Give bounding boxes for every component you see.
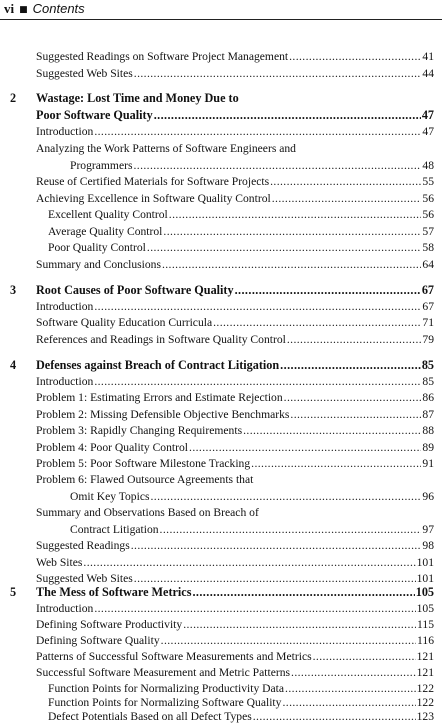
dot-leader (147, 240, 422, 255)
toc-entry-title: Software Quality Education Curricula (36, 316, 213, 329)
toc-page-number: 55 (422, 175, 434, 188)
dot-leader (134, 571, 416, 586)
toc-entry-title: Poor Software Quality (36, 108, 153, 122)
toc-entry[interactable] (36, 407, 434, 422)
toc-entry-title: Function Points for Normalizing Productivity Data (48, 682, 285, 695)
toc-entry-title: Suggested Readings (36, 539, 130, 552)
dot-leader (213, 315, 421, 330)
toc-entry-title: Omit Key Topics (70, 490, 150, 503)
dot-leader (284, 390, 422, 405)
toc-entry-title: Problem 3: Rapidly Changing Requirements (36, 424, 243, 437)
dot-leader (189, 440, 421, 455)
toc-entry[interactable] (70, 489, 434, 504)
dot-leader (289, 49, 421, 64)
toc-entry[interactable] (36, 174, 434, 189)
dot-leader (161, 633, 416, 648)
toc-entry-first-line: Problem 6: Flawed Outsource Agreements that (36, 473, 254, 486)
toc-entry[interactable] (36, 374, 434, 389)
toc-entry[interactable] (36, 315, 434, 330)
toc-page-number: 121 (416, 666, 434, 679)
toc-entry[interactable] (36, 423, 434, 438)
toc-entry-title: Problem 5: Poor Software Milestone Tracking (36, 457, 251, 470)
toc-chapter-4[interactable] (36, 358, 434, 373)
toc-entry-title: Successful Software Measurement and Metric Patterns (36, 666, 291, 679)
toc-entry-title: Introduction (36, 300, 94, 313)
toc-entry[interactable] (36, 555, 434, 570)
toc-page-number: 85 (421, 358, 434, 372)
toc-entry-title: Achieving Excellence in Software Quality Control (36, 192, 271, 205)
toc-entry-title: Root Causes of Poor Software Quality (36, 283, 234, 297)
toc-page-number: 105 (416, 602, 434, 615)
toc-entry[interactable] (36, 649, 434, 664)
toc-entry[interactable] (48, 240, 434, 255)
toc-page-number: 56 (422, 208, 434, 221)
toc-entry-title: Introduction (36, 125, 94, 138)
dot-leader (183, 617, 416, 632)
toc-page-number: 89 (422, 441, 434, 454)
toc-page-number: 58 (422, 241, 434, 254)
toc-page-number: 56 (422, 192, 434, 205)
toc-entry-title: The Mess of Software Metrics (36, 585, 192, 599)
toc-page-number: 98 (422, 539, 434, 552)
toc-entry-title: Defect Potentials Based on all Defect Types (48, 710, 252, 723)
toc-entry-title: Suggested Web Sites (36, 572, 133, 585)
toc-entry-title: References and Readings in Software Quality Control (36, 333, 286, 346)
toc-page-number: 67 (422, 300, 434, 313)
dot-leader (270, 174, 421, 189)
toc-entry[interactable] (70, 158, 434, 173)
toc-entry[interactable] (36, 538, 434, 553)
toc-entry[interactable] (36, 456, 434, 471)
dot-leader (133, 158, 421, 173)
dot-leader (253, 709, 416, 724)
dot-leader (94, 299, 421, 314)
toc-entry-title: Poor Quality Control (48, 241, 146, 254)
toc-entry-title: Defenses against Breach of Contract Litigation (36, 358, 280, 372)
dot-leader (285, 681, 416, 696)
running-title: Contents (32, 1, 85, 16)
toc-entry-title: Introduction (36, 375, 94, 388)
toc-entry-title: Problem 4: Poor Quality Control (36, 441, 189, 454)
chapter-number: 2 (10, 91, 17, 105)
toc-entry[interactable] (36, 633, 434, 648)
toc-entry-title: Problem 2: Missing Defensible Objective Benchmarks (36, 408, 290, 421)
toc-page-number: 123 (416, 710, 434, 723)
square-bullet-icon: ■ (19, 5, 28, 15)
dot-leader (290, 407, 421, 422)
toc-entry-title: Web Sites (36, 556, 83, 569)
toc-page-number: 47 (421, 108, 434, 122)
toc-entry[interactable] (36, 390, 434, 405)
dot-leader (163, 224, 421, 239)
toc-entry[interactable] (36, 617, 434, 632)
toc-chapter-5[interactable] (36, 585, 434, 600)
toc-page-number: 47 (422, 125, 434, 138)
toc-entry[interactable] (36, 257, 434, 272)
toc-page-number: 88 (422, 424, 434, 437)
toc-entry-title: Function Points for Normalizing Software Quality (48, 696, 282, 709)
toc-entry-title: Programmers (70, 159, 133, 172)
toc-entry[interactable] (70, 522, 434, 537)
dot-leader (154, 108, 421, 123)
dot-leader (83, 555, 415, 570)
dot-leader (169, 207, 422, 222)
toc-entry-title: Summary and Conclusions (36, 258, 161, 271)
toc-page-number: 71 (422, 316, 434, 329)
dot-leader (235, 283, 421, 298)
toc-page-number: 101 (416, 556, 434, 569)
toc-entry-title: Defining Software Quality (36, 634, 160, 647)
toc-page-number: 96 (422, 490, 434, 503)
toc-entry-first-line: Summary and Observations Based on Breach of (36, 506, 259, 519)
toc-page-number: 44 (422, 67, 434, 80)
toc-entry[interactable] (48, 207, 434, 222)
toc-entry[interactable] (36, 332, 434, 347)
toc-entry[interactable] (48, 681, 434, 696)
toc-page-number: 97 (422, 523, 434, 536)
dot-leader (251, 456, 421, 471)
dot-leader (313, 649, 416, 664)
toc-page-number: 121 (416, 650, 434, 663)
toc-entry-first-line: Analyzing the Work Patterns of Software Engineers and (36, 142, 296, 155)
dot-leader (272, 191, 422, 206)
dot-leader (160, 522, 422, 537)
chapter-number: 4 (10, 358, 17, 372)
toc-entry[interactable] (36, 66, 434, 81)
toc-entry[interactable] (36, 665, 434, 680)
toc-entry-title: Problem 1: Estimating Errors and Estimate Rejection (36, 391, 283, 404)
toc-page-number: 122 (416, 682, 434, 695)
toc-entry[interactable] (36, 601, 434, 616)
toc-entry-title: Reuse of Certified Materials for Software Projects (36, 175, 270, 188)
toc-entry-title: Average Quality Control (48, 225, 163, 238)
toc-page-number: 64 (422, 258, 434, 271)
toc-page-number: 101 (416, 572, 434, 585)
toc-page-number: 86 (422, 391, 434, 404)
toc-chapter-3[interactable] (36, 283, 434, 298)
toc-page-number: 67 (421, 283, 434, 297)
toc-page-number: 105 (415, 585, 434, 599)
dot-leader (150, 489, 421, 504)
dot-leader (243, 423, 421, 438)
dot-leader (94, 124, 421, 139)
toc-page-number: 115 (417, 618, 434, 631)
toc-entry[interactable] (36, 49, 434, 64)
toc-entry[interactable] (48, 695, 434, 710)
dot-leader (282, 695, 415, 710)
toc-entry-title: Introduction (36, 602, 94, 615)
toc-page-number: 85 (422, 375, 434, 388)
toc-entry[interactable] (48, 709, 434, 724)
toc-page-number: 79 (422, 333, 434, 346)
toc-page-number: 116 (417, 634, 434, 647)
toc-entry[interactable] (36, 124, 434, 139)
toc-page-number: 41 (422, 50, 434, 63)
dot-leader (162, 257, 421, 272)
toc-entry[interactable] (48, 224, 434, 239)
page-number: vi (4, 1, 15, 16)
toc-entry-title: Defining Software Productivity (36, 618, 183, 631)
chapter-number: 5 (10, 585, 17, 599)
dot-leader (94, 374, 421, 389)
dot-leader (287, 332, 422, 347)
toc-entry-title: Suggested Web Sites (36, 67, 133, 80)
toc-entry-title: Excellent Quality Control (48, 208, 168, 221)
toc-page-number: 87 (422, 408, 434, 421)
dot-leader (192, 585, 414, 600)
dot-leader (134, 66, 422, 81)
toc-page-number: 122 (416, 696, 434, 709)
toc-page-number: 91 (422, 457, 434, 470)
toc-entry[interactable] (36, 440, 434, 455)
toc-entry-title: Suggested Readings on Software Project Management (36, 50, 289, 63)
toc-entry[interactable] (36, 191, 434, 206)
toc-chapter-2[interactable] (36, 108, 434, 123)
toc-entry[interactable] (36, 299, 434, 314)
chapter-number: 3 (10, 283, 17, 297)
dot-leader (131, 538, 422, 553)
dot-leader (280, 358, 421, 373)
toc-page-number: 48 (422, 159, 434, 172)
dot-leader (291, 665, 416, 680)
toc-entry-first-line: Wastage: Lost Time and Money Due to (36, 91, 239, 105)
toc-page-number: 57 (422, 225, 434, 238)
dot-leader (94, 601, 415, 616)
toc-entry-title: Contract Litigation (70, 523, 159, 536)
toc-entry-title: Patterns of Successful Software Measurements and Metrics (36, 650, 312, 663)
toc-entry[interactable] (36, 571, 434, 586)
